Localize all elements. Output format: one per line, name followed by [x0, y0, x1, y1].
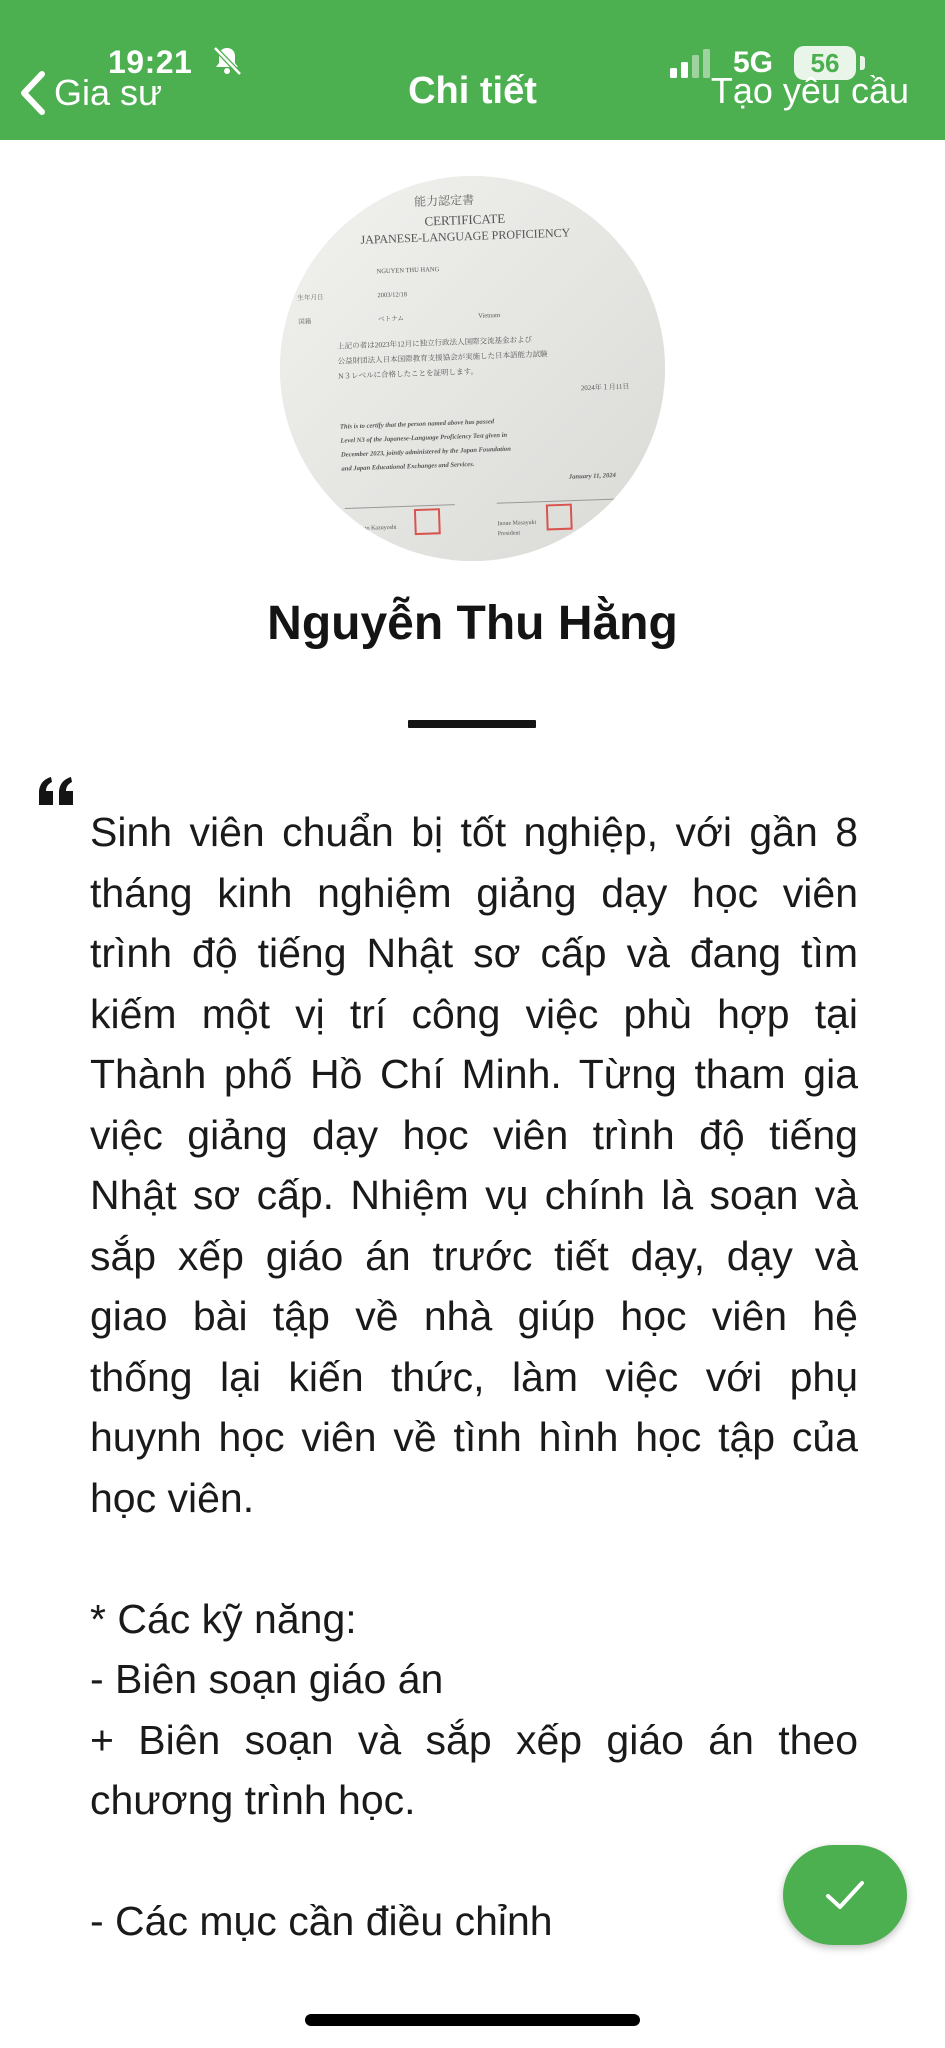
signal-icon [668, 48, 716, 80]
back-button[interactable] [18, 66, 162, 120]
cert-jp-date: 2024年１月11日 [580, 382, 630, 393]
cert-top-text: 能力認定書 [413, 192, 475, 209]
cert-name: NGUYEN THU HANG [376, 266, 440, 276]
create-request-button[interactable]: Tạo yêu cầu [710, 70, 909, 111]
cert-nationality-jp: ベトナム [378, 315, 405, 324]
cert-nationality: Vietnam [478, 311, 501, 320]
network-type: 5G [733, 46, 774, 79]
cert-dob-label: 生年月日 [297, 294, 324, 303]
cert-signer-2-title: President [497, 530, 521, 538]
tutor-description: Sinh viên chuẩn bị tốt nghiệp, với gần 8 tháng kinh nghiệm giảng dạy học viên trình độ tiếng Nhật sơ cấp và đang tìm kiếm một vị trí công việc phù hợp tại Thành phố Hồ Chí Minh. Từng tham gia việc giảng dạy học viên trình độ tiếng Nhật sơ cấp. Nhiệm vụ chính là soạn và sắp xếp giáo án trước tiết dạy, dạy và giao bài tập về nhà giúp học viên hệ thống lại kiến thức, làm việc với phụ huynh học viên về tình hình học tập của học viên. * Các kỹ năng: - Biên soạn giáo án + Biên soạn và sắp xếp giáo án theo chương trình học. - Các mục cần điều chỉnh [90, 809, 858, 1944]
check-icon [823, 1877, 867, 1913]
status-time: 19:21 [108, 44, 193, 80]
cert-jp-text-1: 上記の者は2023年12月に独立行政法人国際交流基金および [336, 334, 533, 351]
confirm-button[interactable] [783, 1845, 907, 1945]
battery-cap [860, 56, 865, 70]
home-indicator[interactable] [305, 2014, 640, 2026]
avatar [280, 176, 665, 561]
certificate-photo [280, 176, 665, 561]
cert-heading-2: JAPANESE-LANGUAGE PROFICIENCY [360, 225, 571, 247]
cert-jp-text-3: N３レベルに合格したことを証明します。 [338, 366, 479, 381]
cert-en-text-3: December 2023, jointly administered by the Japan Foundation [340, 445, 511, 459]
cert-en-text-1: This is to certify that the person named above has passed [339, 418, 495, 431]
divider [408, 720, 536, 728]
cert-dob: 2003/12/18 [377, 291, 408, 300]
cert-jp-text-2: 公益財団法人日本国際教育支援協会が実施した日本語能力試験 [337, 349, 548, 366]
page-title: Chi tiết [408, 70, 537, 112]
chevron-left-icon [18, 70, 48, 116]
cert-en-date: January 11, 2024 [568, 472, 617, 481]
bell-muted-icon [210, 44, 244, 78]
cert-signer-1: Umemoto Kazuyoshi [345, 524, 397, 533]
cert-nationality-label: 国籍 [298, 318, 312, 327]
battery-indicator: 56 [794, 46, 856, 80]
cert-heading-1: CERTIFICATE [424, 210, 506, 229]
cert-en-text-4: and Japan Educational Exchanges and Services. [341, 460, 475, 473]
tutor-name: Nguyễn Thu Hằng [267, 597, 678, 650]
app-header [0, 0, 945, 140]
back-label: Gia sư [54, 72, 163, 113]
quote-icon [36, 775, 78, 811]
cert-en-text-2: Level N3 of the Japanese-Language Proficiency Test given in [340, 431, 508, 445]
cert-signer-2: Inoue Masayuki [497, 519, 537, 528]
